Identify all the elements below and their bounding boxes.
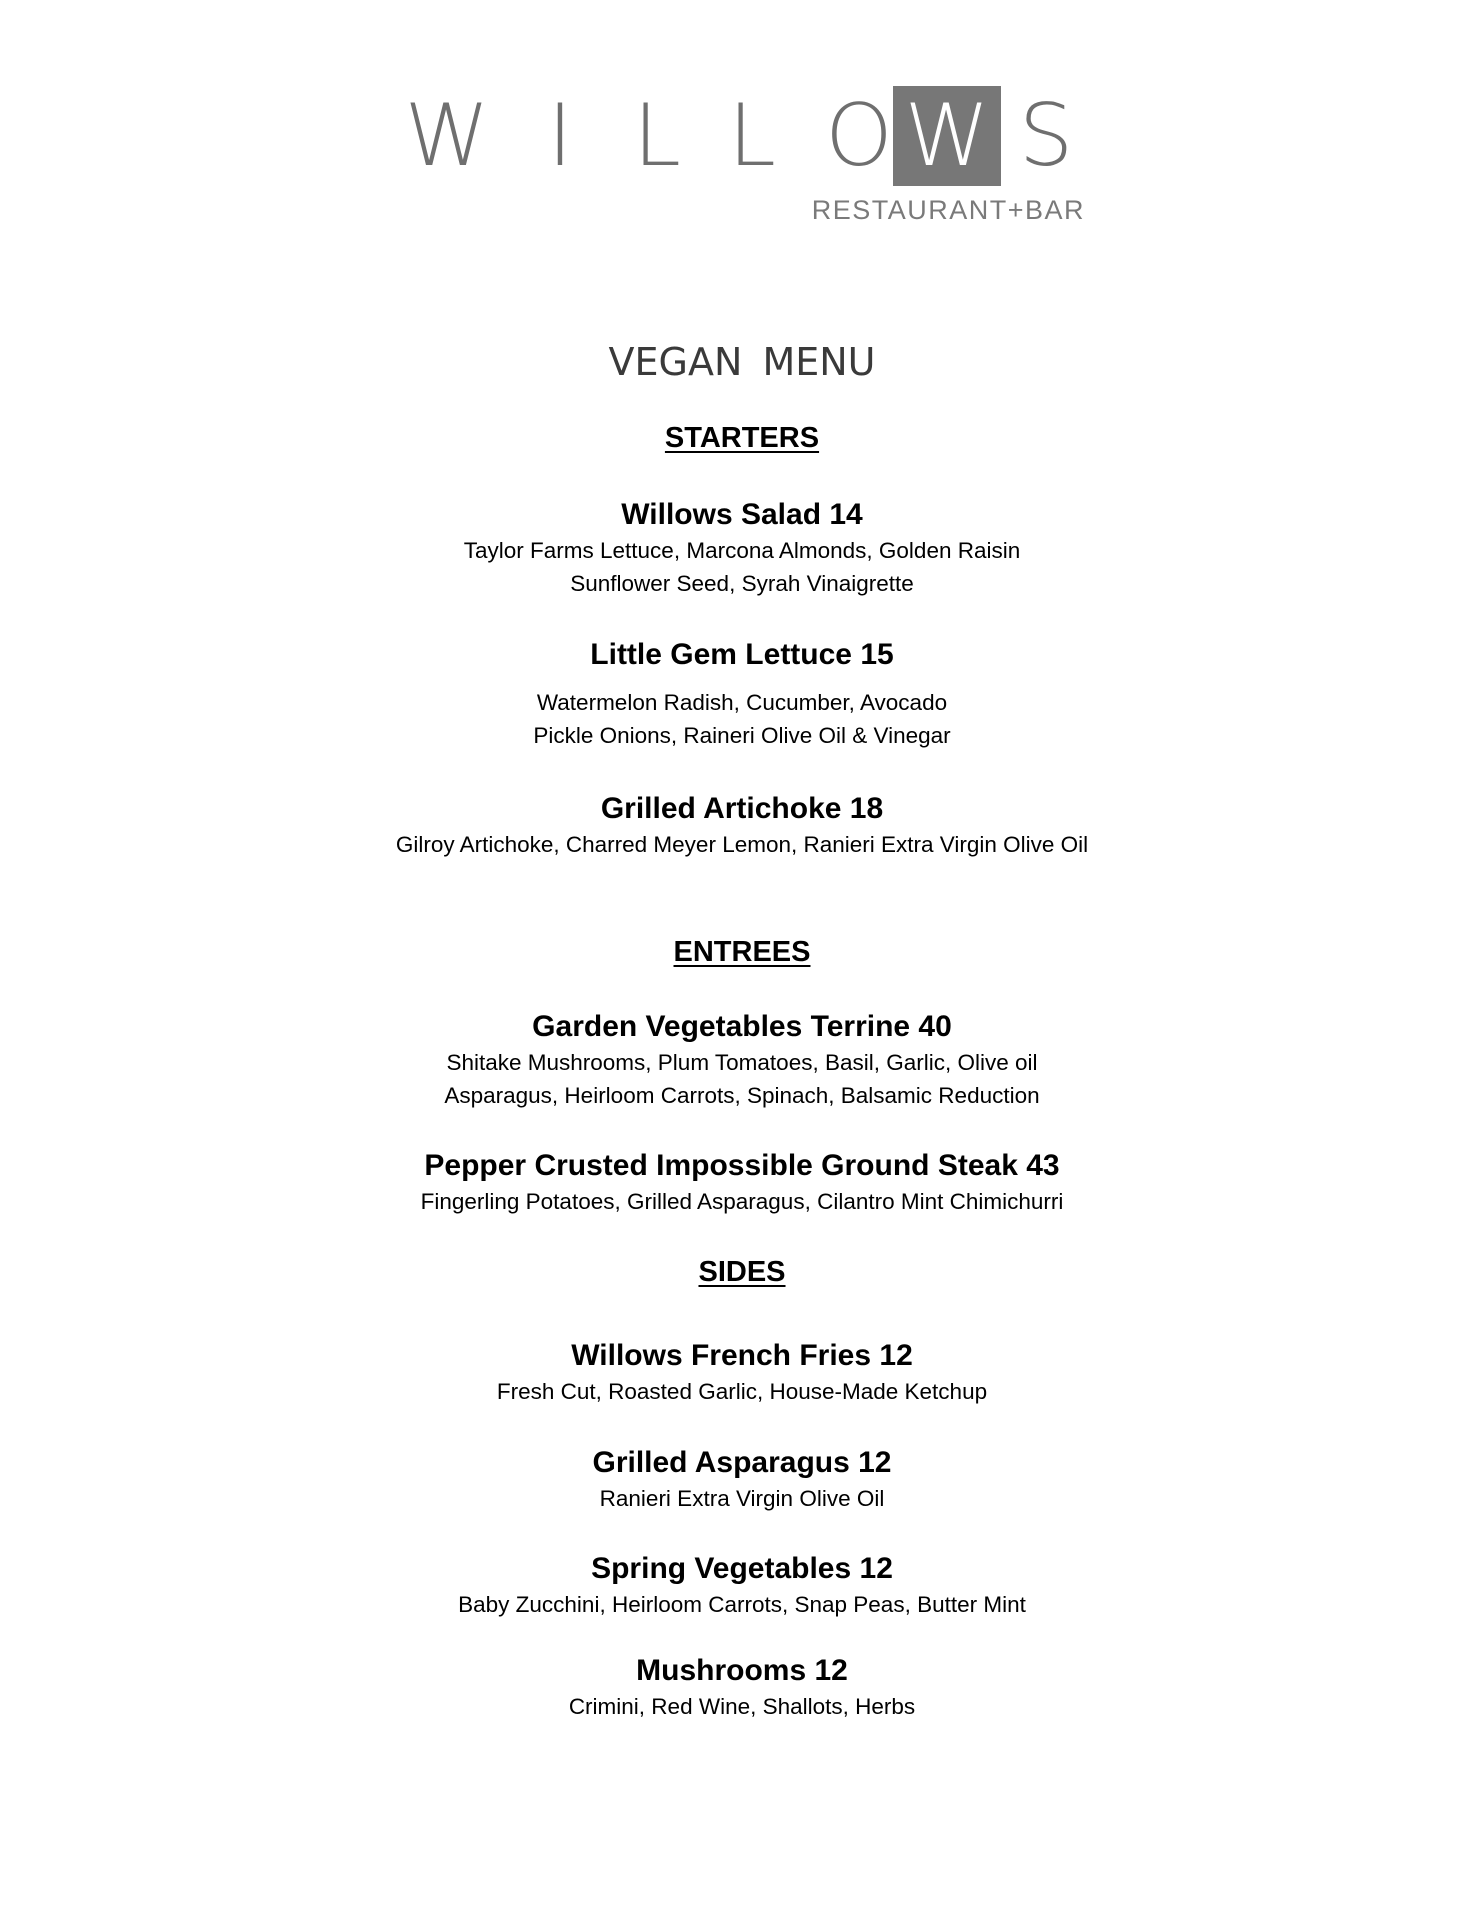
item-name: Garden Vegetables Terrine 40 [532,1010,952,1043]
menu-item [0,1652,1484,1723]
item-name: Willows Salad 14 [621,498,863,531]
menu-item [0,1444,1484,1515]
logo-letter: L [633,86,681,186]
logo-letter: L [728,86,776,186]
item-description: Sunflower Seed, Syrah Vinaigrette [570,571,914,596]
menu-item [0,790,1484,861]
menu-item [0,1550,1484,1621]
section-entrees [0,936,1484,969]
section-starters [0,422,1484,455]
menu-item [0,1147,1484,1218]
logo-subtitle: RESTAURANT+BAR [811,195,1085,225]
item-description: Taylor Farms Lettuce, Marcona Almonds, Golden Raisin [463,538,1021,563]
item-description: Fingerling Potatoes, Grilled Asparagus, Cilantro Mint Chimichurri [420,1189,1064,1214]
item-name: Grilled Artichoke 18 [600,792,884,825]
logo-letter: S [1018,86,1074,186]
item-description: Crimini, Red Wine, Shallots, Herbs [568,1694,916,1719]
section-title: ENTREES [673,936,811,968]
menu-title: VEGAN MENU [608,340,876,384]
menu-item [0,1337,1484,1408]
logo-letter-boxed: W [893,86,1001,186]
menu-item [0,636,1484,752]
restaurant-logo [397,86,1085,228]
item-description: Fresh Cut, Roasted Garlic, House-Made Ketchup [496,1379,988,1404]
item-name: Mushrooms 12 [636,1654,848,1687]
item-description: Shitake Mushrooms, Plum Tomatoes, Basil, Garlic, Olive oil [446,1050,1038,1075]
section-sides [0,1256,1484,1289]
item-name: Willows French Fries 12 [571,1339,913,1372]
logo-wordmark [397,86,1085,186]
item-description: Gilroy Artichoke, Charred Meyer Lemon, Ranieri Extra Virgin Olive Oil [395,832,1089,857]
item-description: Pickle Onions, Raineri Olive Oil & Vinegar [533,723,951,748]
item-description: Watermelon Radish, Cucumber, Avocado [536,690,948,715]
menu-item [0,1008,1484,1112]
logo-letter: O [825,86,893,186]
item-description: Ranieri Extra Virgin Olive Oil [599,1486,885,1511]
logo-letter: I [547,86,573,186]
section-title: STARTERS [664,422,820,454]
item-name: Grilled Asparagus 12 [592,1446,892,1479]
logo-letter: W [404,86,490,186]
item-description: Baby Zucchini, Heirloom Carrots, Snap Peas, Butter Mint [458,1592,1026,1617]
section-title: SIDES [698,1256,786,1288]
item-name: Little Gem Lettuce 15 [590,638,894,671]
item-name: Pepper Crusted Impossible Ground Steak 43 [424,1149,1060,1182]
item-description: Asparagus, Heirloom Carrots, Spinach, Balsamic Reduction [444,1083,1040,1108]
item-name: Spring Vegetables 12 [591,1552,893,1585]
menu-item [0,496,1484,600]
